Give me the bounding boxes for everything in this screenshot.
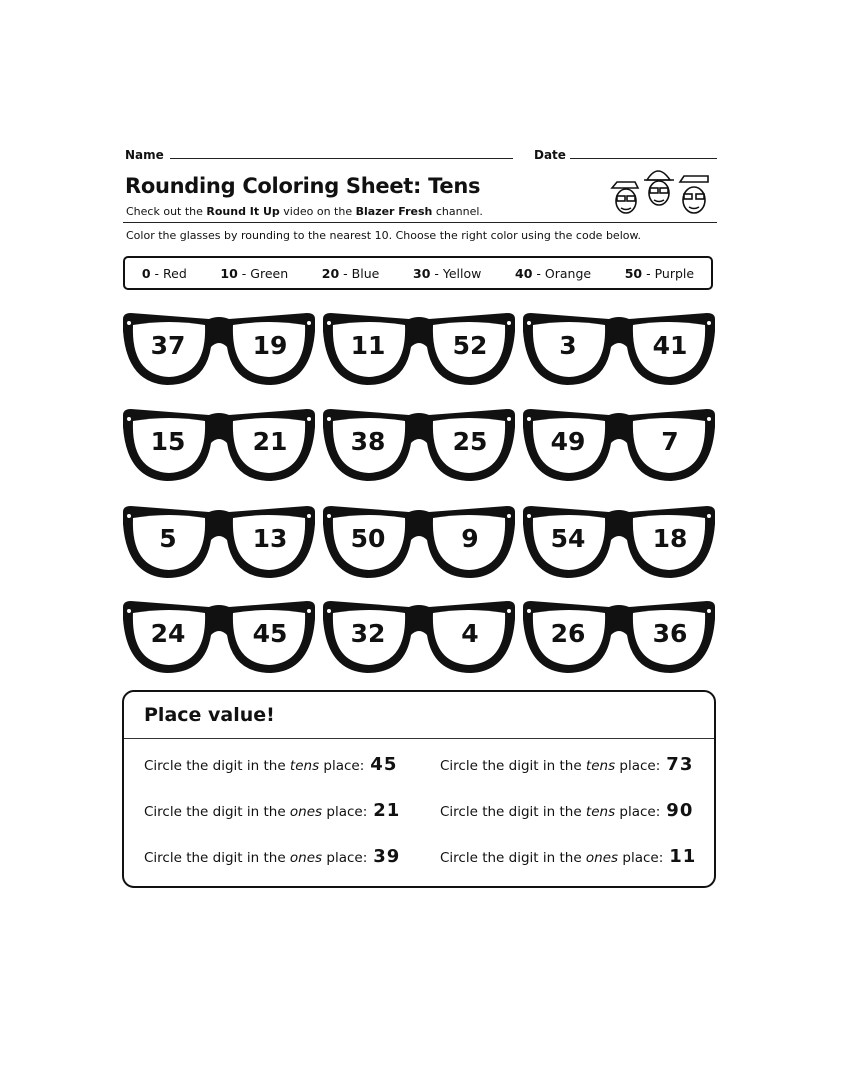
key-item: 30 - Yellow — [413, 265, 482, 281]
hinge-dot — [707, 514, 711, 518]
hinge-dot — [507, 417, 511, 421]
hinge-dot — [707, 321, 711, 325]
glasses-right-number: 36 — [652, 619, 688, 648]
glasses[interactable] — [121, 309, 317, 389]
place-value-question: Circle the digit in the tens place: 90 — [440, 800, 694, 821]
glasses-right-number: 45 — [252, 619, 288, 648]
hinge-dot — [127, 417, 131, 421]
instructions: Color the glasses by rounding to the nearest 10. Choose the right color using the code below. — [126, 229, 641, 242]
hinge-dot — [507, 609, 511, 613]
hinge-dot — [327, 417, 331, 421]
key-item: 50 - Purple — [624, 265, 695, 281]
key-item: 0 - Red — [141, 265, 187, 281]
place-value-question: Circle the digit in the tens place: 45 — [144, 754, 398, 775]
glasses-left-number: 38 — [350, 427, 386, 456]
header-divider — [123, 222, 717, 223]
glasses-left-number: 26 — [550, 619, 586, 648]
hinge-dot — [127, 321, 131, 325]
place-value-box — [122, 690, 716, 888]
place-value-question: Circle the digit in the tens place: 73 — [440, 754, 694, 775]
place-value-question: Circle the digit in the ones place: 21 — [144, 800, 401, 821]
glasses-left-number: 11 — [350, 331, 386, 360]
characters-illustration-icon — [608, 160, 720, 222]
key-item: 10 - Green — [220, 265, 289, 281]
hinge-dot — [527, 514, 531, 518]
place-value-number[interactable]: 11 — [669, 846, 697, 867]
hinge-dot — [307, 609, 311, 613]
place-value-number[interactable]: 45 — [370, 754, 398, 775]
place-value-question: Circle the digit in the ones place: 39 — [144, 846, 401, 867]
hinge-dot — [327, 609, 331, 613]
glasses-left-number: 54 — [550, 524, 586, 553]
glasses[interactable] — [321, 309, 517, 389]
glasses-right-number: 25 — [452, 427, 488, 456]
page-title: Rounding Coloring Sheet: Tens — [125, 174, 481, 198]
glasses-left-number: 3 — [559, 331, 577, 360]
glasses[interactable] — [121, 405, 317, 485]
place-value-title: Place value! — [144, 704, 275, 726]
date-field[interactable] — [570, 158, 717, 159]
glasses-left-number: 24 — [150, 619, 186, 648]
glasses-right-number: 41 — [652, 331, 688, 360]
hinge-dot — [507, 514, 511, 518]
glasses[interactable] — [321, 405, 517, 485]
key-item: 20 - Blue — [321, 265, 380, 281]
place-value-number[interactable]: 90 — [666, 800, 694, 821]
hinge-dot — [307, 321, 311, 325]
glasses-left-number: 15 — [150, 427, 186, 456]
subtitle: Check out the Round It Up video on the Blazer Fresh channel. — [126, 205, 483, 218]
hinge-dot — [127, 514, 131, 518]
glasses-right-number: 9 — [461, 524, 479, 553]
hinge-dot — [307, 417, 311, 421]
key-item: 40 - Orange — [515, 265, 592, 281]
hinge-dot — [527, 609, 531, 613]
glasses-right-number: 52 — [452, 331, 488, 360]
glasses[interactable] — [521, 502, 717, 582]
color-key — [123, 256, 713, 290]
hinge-dot — [527, 321, 531, 325]
place-value-divider — [124, 738, 714, 739]
hinge-dot — [327, 514, 331, 518]
glasses-left-number: 50 — [350, 524, 386, 553]
hinge-dot — [707, 609, 711, 613]
name-field[interactable] — [170, 158, 513, 159]
place-value-number[interactable]: 73 — [666, 754, 694, 775]
date-label: Date — [534, 148, 566, 162]
place-value-number[interactable]: 39 — [373, 846, 401, 867]
glasses-left-number: 32 — [350, 619, 386, 648]
glasses-right-number: 18 — [652, 524, 688, 553]
glasses[interactable] — [521, 309, 717, 389]
glasses-left-number: 5 — [159, 524, 177, 553]
video-name: Round It Up — [206, 205, 280, 218]
channel-name: Blazer Fresh — [355, 205, 433, 218]
glasses[interactable] — [521, 597, 717, 677]
glasses[interactable] — [321, 502, 517, 582]
glasses-right-number: 19 — [252, 331, 288, 360]
hinge-dot — [527, 417, 531, 421]
glasses-right-number: 4 — [461, 619, 479, 648]
hinge-dot — [507, 321, 511, 325]
hinge-dot — [307, 514, 311, 518]
hinge-dot — [707, 417, 711, 421]
name-label: Name — [125, 148, 164, 162]
glasses[interactable] — [121, 502, 317, 582]
glasses[interactable] — [321, 597, 517, 677]
glasses-right-number: 13 — [252, 524, 288, 553]
hinge-dot — [327, 321, 331, 325]
glasses[interactable] — [521, 405, 717, 485]
hinge-dot — [127, 609, 131, 613]
glasses-right-number: 21 — [252, 427, 288, 456]
glasses-right-number: 7 — [661, 427, 679, 456]
glasses[interactable] — [121, 597, 317, 677]
glasses-left-number: 49 — [550, 427, 586, 456]
place-value-question: Circle the digit in the ones place: 11 — [440, 846, 697, 867]
place-value-number[interactable]: 21 — [373, 800, 401, 821]
glasses-left-number: 37 — [150, 331, 186, 360]
